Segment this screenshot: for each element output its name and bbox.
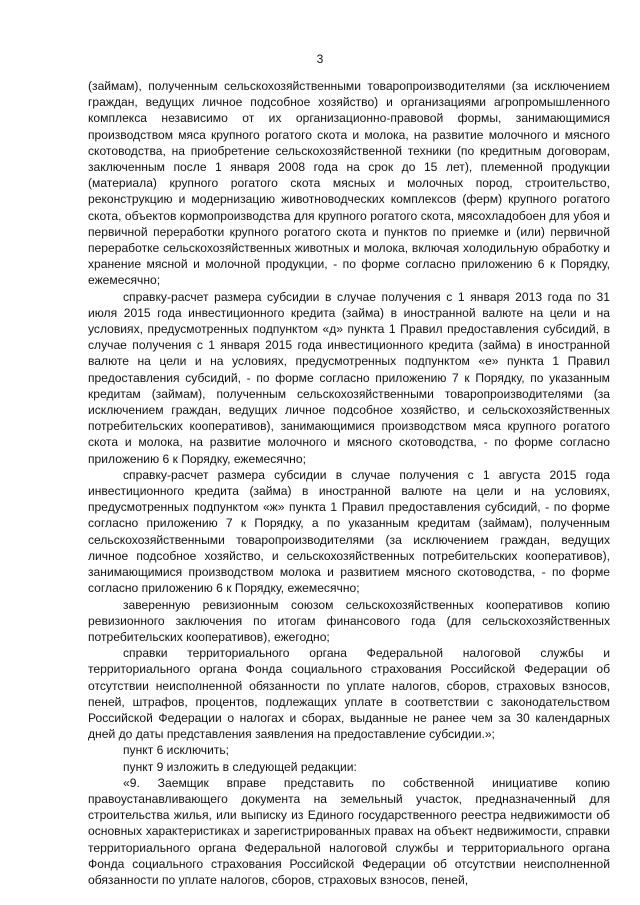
paragraph-item: пункт 9 изложить в следующей редакции:	[123, 759, 357, 774]
page-number: 3	[316, 52, 324, 66]
document-body	[88, 78, 610, 888]
paragraph-item: «9. Заемщик вправе представить по собственной инициативе копию правоустанавливающего документа на земельный участок, предназначенный для строительства жилья, или выписку из Единого государственного реестра недвижимости об основных характеристиках и зарегистрированных правах на объект недвижимости, справки территориального органа Федеральной налоговой службы и территориального органа Фонда социального страхования Российской Федерации об отсутствии неисполненной обязанности по уплате налогов, сборов, страховых взносов, пеней,	[88, 775, 610, 887]
paragraph-item: справку-расчет размера субсидии в случае получения с 1 августа 2015 года инвестиционного кредита (займа) в иностранной валюте на цели и на условиях, предусмотренных подпунктом «ж» пункта 1 Правил предоставления субсидий, - по форме согласно приложению 7 к Порядку, а по указанным кредитам (займам), полученным сельскохозяйственными товаропроизводителями (за исключением граждан, ведущих личное подсобное хозяйство, и сельскохозяйственных потребительских кооперативов), занимающимися производством молока и развитием мясного скотоводства, - по форме согласно приложению 6 к Порядку, ежемесячно;	[88, 467, 610, 596]
paragraph-item: справки территориального органа Федеральной налоговой службы и территориального органа Фонда социального страхования Российской Федерации об отсутствии неисполненной обязанности по уплате налогов, сборов, страховых взносов, пеней, штрафов, процентов, подлежащих уплате в соответствии с законодательством Российской Федерации о налогах и сборах, выданные не ранее чем за 30 календарных дней до даты представления заявления на предоставление субсидии.»;	[88, 646, 610, 742]
paragraph-item: заверенную ревизионным союзом сельскохозяйственных кооперативов копию ревизионного заключения по итогам финансового года (для сельскохозяйственных потребительских кооперативов), ежегодно;	[88, 597, 610, 644]
paragraph-item: справку-расчет размера субсидии в случае получения с 1 января 2013 года по 31 июля 2015 года инвестиционного кредита (займа) в иностранной валюте на цели и на условиях, предусмотренных подпунктом «д» пункта 1 Правил предоставления субсидий, в случае получения с 1 января 2015 года инвестиционного кредита (займа) в иностранной валюте на цели и на условиях, предусмотренных подпунктом «е» пункта 1 Правил предоставления субсидий, - по форме согласно приложению 7 к Порядку, по указанным кредитам (займам), полученным сельскохозяйственными товаропроизводителями (за исключением граждан, ведущих личное подсобное хозяйство, и сельскохозяйственных потребительских кооперативов), занимающимися производством мяса крупного рогатого скота и молока, на развитие молочного и мясного скотоводства, - по форме согласно приложению 6 к Порядку, ежемесячно;	[88, 289, 610, 466]
paragraph-item: пункт 6 исключить;	[123, 743, 230, 758]
paragraph-continuation: (займам), полученным сельскохозяйственными товаропроизводителями (за исключением граждан, ведущих личное подсобное хозяйство) и организациями агропромышленного комплекса независимо от их организационно-правовой формы, занимающимися производством мяса крупного рогатого скота и молока, на развитие молочного и мясного скотоводства, на приобретение сельскохозяйственной техники (по кредитным договорам, заключенным после 1 января 2008 года на срок до 15 лет), племенной продукции (материала) крупного рогатого скота мясных и молочных пород, строительство, реконструкцию и модернизацию животноводческих комплексов (ферм) крупного рогатого скота, объектов кормопроизводства для крупного рогатого скота, мясохладобоен для убоя и первичной переработки крупного рогатого скота и пунктов по приемке и (или) первичной переработке сельскохозяйственных животных и молока, включая холодильную обработку и хранение мясной и молочной продукции, - по форме согласно приложению 6 к Порядку, ежемесячно;	[88, 79, 610, 288]
